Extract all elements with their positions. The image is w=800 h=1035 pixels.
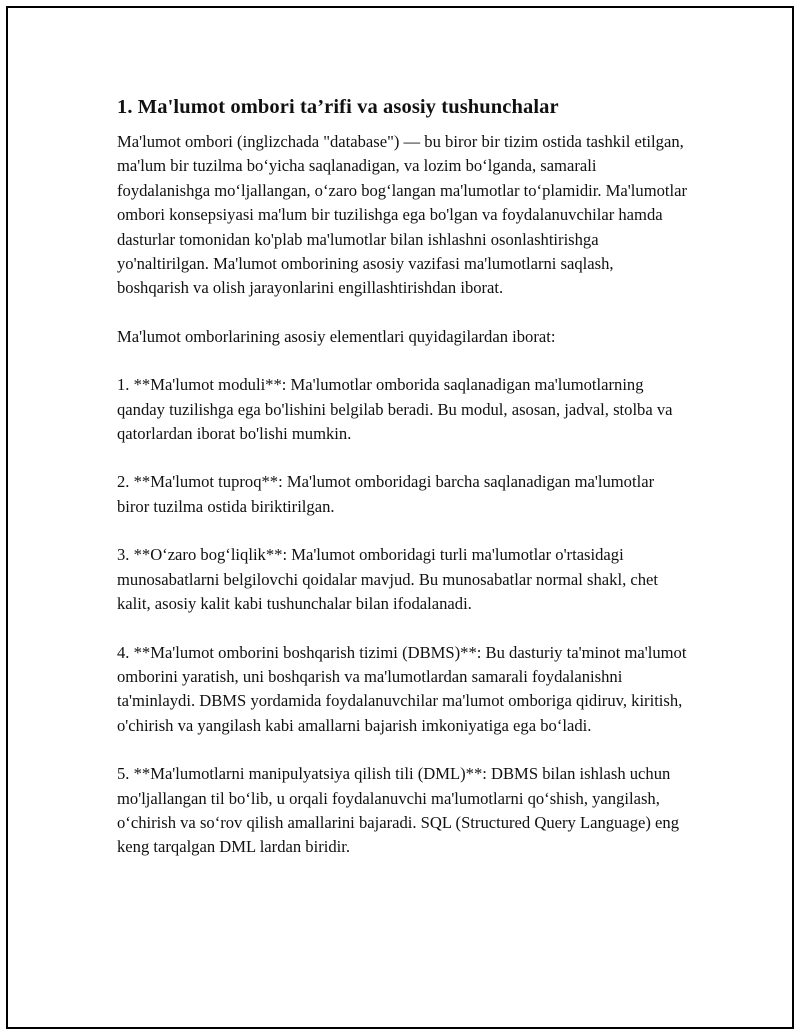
section-heading: 1. Ma'lumot ombori ta’rifi va asosiy tushunchalar (117, 96, 559, 118)
list-item-relationships: 3. **O‘zaro bog‘liqlik**: Ma'lumot omboridagi turli ma'lumotlar o'rtasidagi munosabatlarni belgilovchi qoidalar mavjud. Bu munosabatlar normal shakl, chet kalit, asosiy kalit kabi tushunchalar bilan ifodalanadi. (117, 545, 659, 614)
elements-intro-paragraph: Ma'lumot omborlarining asosiy elementlari quyidagilardan iborat: (117, 326, 556, 346)
intro-paragraph: Ma'lumot ombori (inglizchada "database") — bu biror bir tizim ostida tashkil etilgan, ma'lum bir tuzilma bo‘yicha saqlanadigan, va lozim bo‘lganda, samarali foydalanishga mo‘ljallangan, o‘zaro bog‘langan ma'lumotlar to‘plamidir. Ma'lumotlar ombori konsepsiyasi ma'lum bir tuzilishga ega bo'lgan va foydalanuvchilar hamda dasturlar tomonidan ko'plab ma'lumotlar bilan ishlashni osonlashtirishga yo'naltirilgan. Ma'lumot omborining asosiy vazifasi ma'lumotlarni saqlash, boshqarish va olish jarayonlarini engillashtirishdan iborat. (117, 132, 688, 298)
list-item-data-module: 1. **Ma'lumot moduli**: Ma'lumotlar omborida saqlanadigan ma'lumotlarning qanday tuzilishga ega bo'lishini belgilab beradi. Bu modul, asosan, jadval, stolba va qatorlardan iborat bo'lishi mumkin. (117, 375, 673, 444)
list-item-dml: 5. **Ma'lumotlarni manipulyatsiya qilish tili (DML)**: DBMS bilan ishlash uchun mo'ljallangan til bo‘lib, u orqali foydalanuvchi ma'lumotlarni qo‘shish, yangilash, o‘chirish va so‘rov qilish amallarini bajaradi. SQL (Structured Query Language) eng keng tarqalgan DML lardan biridir. (117, 764, 680, 857)
list-item-dbms: 4. **Ma'lumot omborini boshqarish tizimi (DBMS)**: Bu dasturiy ta'minot ma'lumot omborini yaratish, uni boshqarish va ma'lumotlardan samarali foydalanishni ta'minlaydi. DBMS yordamida foydalanuvchilar ma'lumot omboriga qidiruv, kiritish, o'chirish va yangilash kabi amallarni bajarish imkoniyatiga ega bo‘ladi. (117, 642, 687, 735)
list-item-data-storage: 2. **Ma'lumot tuproq**: Ma'lumot omboridagi barcha saqlanadigan ma'lumotlar biror tuzilma ostida biriktirilgan. (117, 472, 655, 516)
document-body (117, 94, 687, 884)
